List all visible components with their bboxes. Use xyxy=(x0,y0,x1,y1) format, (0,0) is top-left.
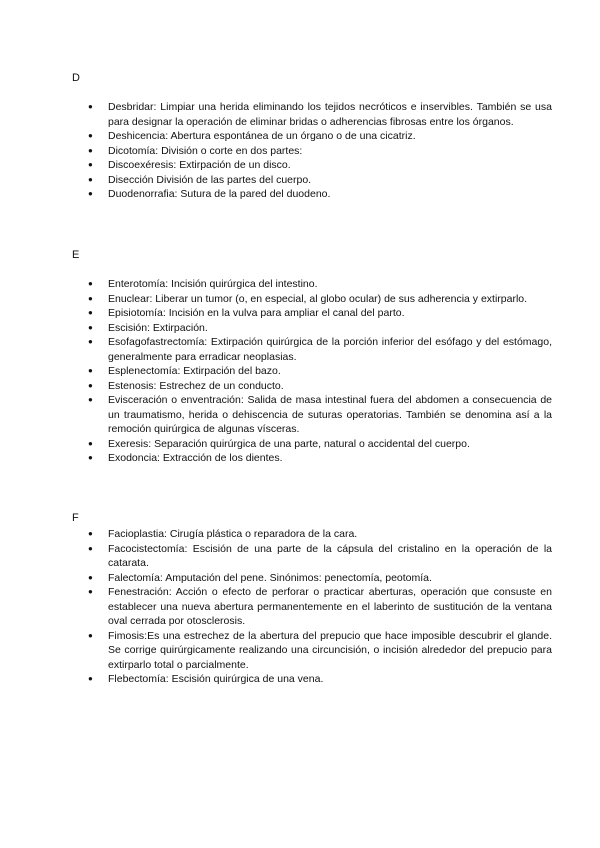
section-letter-f: F xyxy=(72,512,79,524)
term-list-f xyxy=(84,527,552,687)
term-list-e xyxy=(84,277,552,466)
list-item: ● Escisión: Extirpación. xyxy=(108,321,552,336)
list-item: ● Facocistectomía: Escisión de una parte de la cápsula del cristalino en la operación de la catarata. xyxy=(108,542,552,571)
list-item: ● Desbridar: Limpiar una herida eliminando los tejidos necróticos e inservibles. También se usa para designar la operación de eliminar bridas o adherencias fibrosas entre los órganos. xyxy=(108,100,552,129)
list-item: ● Esplenectomía: Extirpación del bazo. xyxy=(108,364,552,379)
section-letter-d: D xyxy=(72,72,80,84)
list-item: ● Dicotomía: División o corte en dos partes: xyxy=(108,144,552,159)
list-item: ● Fimosis:Es una estrechez de la abertura del prepucio que hace imposible descubrir el glande. Se corrige quirúrgicamente realizando una circuncisión, o incisión alrededor del prepucio para extirparlo total o parcialmente. xyxy=(108,629,552,673)
term-list-d xyxy=(84,100,552,202)
list-item: ● Flebectomía: Escisión quirúrgica de una vena. xyxy=(108,672,552,687)
list-item: ● Exeresis: Separación quirúrgica de una parte, natural o accidental del cuerpo. xyxy=(108,437,552,452)
list-item: ● Evisceración o enventración: Salida de masa intestinal fuera del abdomen a consecuencia de un traumatismo, herida o dehiscencia de suturas operatorias. También se denomina así a la remoción quirúrgica de algunas vísceras. xyxy=(108,393,552,437)
list-item: ● Enuclear: Liberar un tumor (o, en especial, al globo ocular) de sus adherencia y extirparlo. xyxy=(108,292,552,307)
list-item: ● Facioplastia: Cirugía plástica o reparadora de la cara. xyxy=(108,527,552,542)
list-item: ● Disección División de las partes del cuerpo. xyxy=(108,173,552,188)
list-item: ● Esofagofastrectomía: Extirpación quirúrgica de la porción inferior del esófago y del estómago, generalmente para erradicar neoplasias. xyxy=(108,335,552,364)
list-item: ● Duodenorrafia: Sutura de la pared del duodeno. xyxy=(108,187,552,202)
list-item: ● Estenosis: Estrechez de un conducto. xyxy=(108,379,552,394)
list-item: ● Deshicencia: Abertura espontánea de un órgano o de una cicatriz. xyxy=(108,129,552,144)
list-item: ● Enterotomía: Incisión quirúrgica del intestino. xyxy=(108,277,552,292)
section-letter-e: E xyxy=(72,249,80,261)
list-item: ● Fenestración: Acción o efecto de perforar o practicar aberturas, operación que consuste en establecer una nueva abertura permanentemente en el laberinto de sustitución de la ventana oval cerrada por otosclerosis. xyxy=(108,585,552,629)
list-item: ● Falectomía: Amputación del pene. Sinónimos: penectomía, peotomía. xyxy=(108,571,552,586)
list-item: ● Episiotomía: Incisión en la vulva para ampliar el canal del parto. xyxy=(108,306,552,321)
list-item: ● Discoexéresis: Extirpación de un disco. xyxy=(108,158,552,173)
list-item: ● Exodoncia: Extracción de los dientes. xyxy=(108,451,552,466)
